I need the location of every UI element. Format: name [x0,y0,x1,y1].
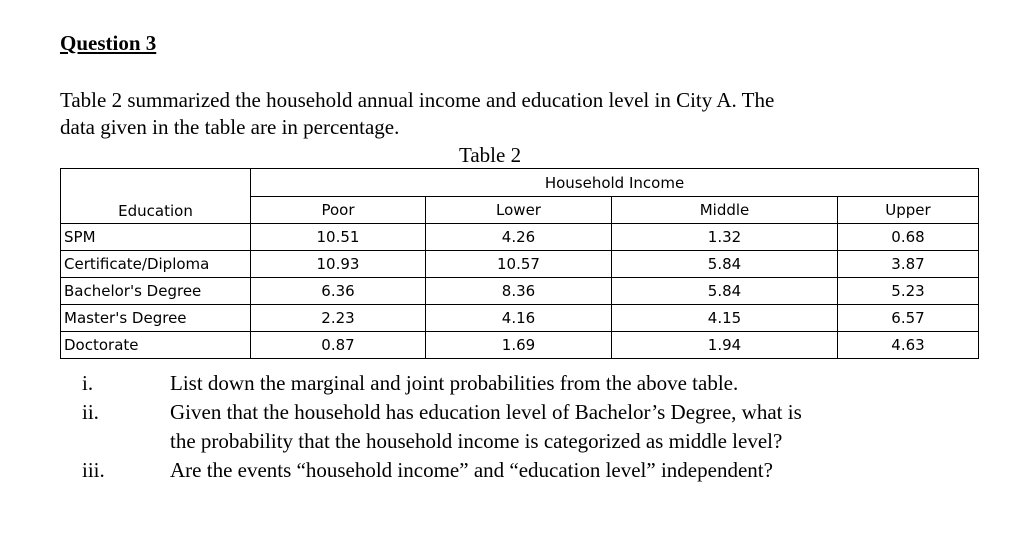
row-label: Doctorate [61,332,251,359]
table-caption: Table 2 [459,143,522,167]
question-title: Question 3 [60,31,157,55]
cell-value: 5.84 [612,251,838,278]
cell-value: 2.23 [251,305,426,332]
table-row [61,251,979,278]
cell-value: 0.68 [838,224,979,251]
table-row [61,305,979,332]
income-education-table [60,168,979,359]
col-header: Lower [426,197,612,224]
question-text: List down the marginal and joint probabilities from the above table. [170,371,739,395]
cell-value: 6.36 [251,278,426,305]
question-number: i. [82,371,94,395]
cell-value: 4.63 [838,332,979,359]
cell-value: 5.23 [838,278,979,305]
cell-value: 1.69 [426,332,612,359]
cell-value: 1.94 [612,332,838,359]
row-label: SPM [61,224,251,251]
table-row [61,332,979,359]
question-number: iii. [82,458,105,482]
table-row [61,278,979,305]
cell-value: 3.87 [838,251,979,278]
cell-value: 10.93 [251,251,426,278]
group-header: Household Income [251,169,979,197]
col-header: Middle [612,197,838,224]
row-label: Bachelor's Degree [61,278,251,305]
cell-value: 0.87 [251,332,426,359]
intro-line-1: Table 2 summarized the household annual income and education level in City A. The [60,88,775,112]
cell-value: 10.51 [251,224,426,251]
cell-value: 1.32 [612,224,838,251]
cell-value: 4.16 [426,305,612,332]
cell-value: 8.36 [426,278,612,305]
cell-value: 10.57 [426,251,612,278]
col-header: Upper [838,197,979,224]
cell-value: 4.26 [426,224,612,251]
intro-line-2: data given in the table are in percentage. [60,115,400,139]
cell-value: 5.84 [612,278,838,305]
row-label: Certificate/Diploma [61,251,251,278]
col-header: Poor [251,197,426,224]
table-row [61,224,979,251]
question-text: Are the events “household income” and “education level” independent? [170,458,773,482]
question-text: the probability that the household income is categorized as middle level? [170,429,783,453]
row-header: Education [61,169,251,224]
cell-value: 4.15 [612,305,838,332]
question-text: Given that the household has education level of Bachelor’s Degree, what is [170,400,802,424]
question-number: ii. [82,400,99,424]
row-label: Master's Degree [61,305,251,332]
cell-value: 6.57 [838,305,979,332]
